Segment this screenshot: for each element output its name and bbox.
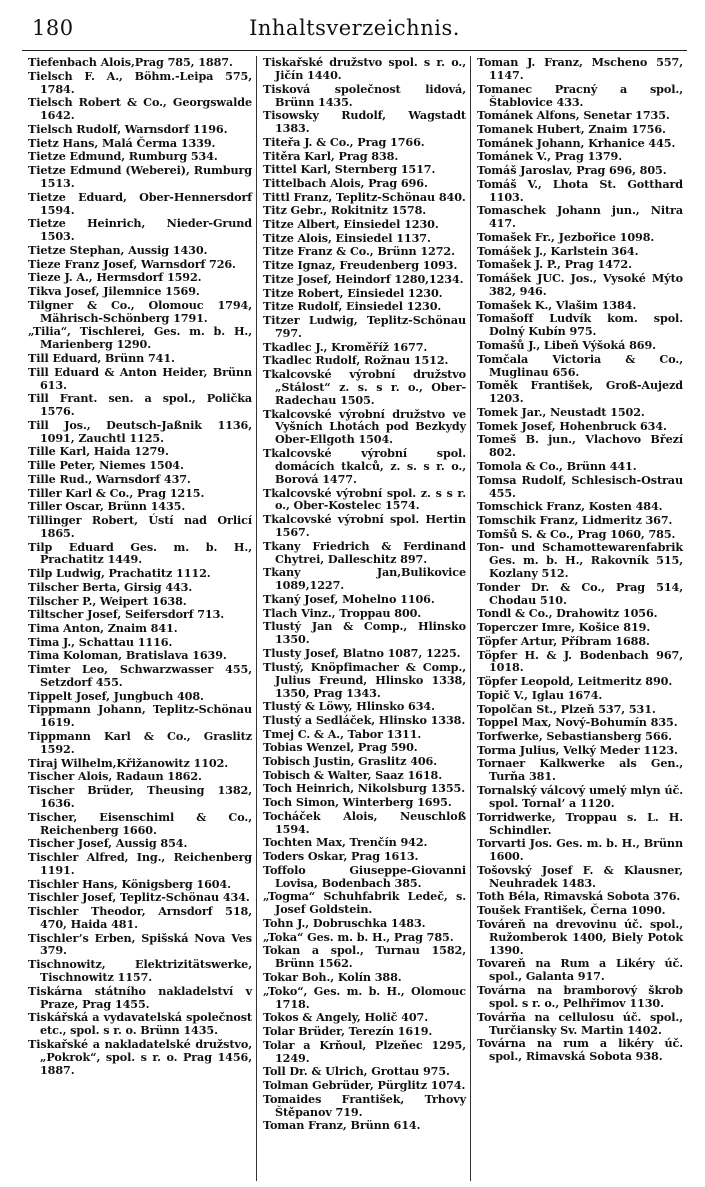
index-entry: Tittl Franz, Teplitz-Schönau 840. bbox=[263, 189, 466, 204]
index-entry: Toll Dr. & Ulrich, Grottau 975. bbox=[263, 1064, 450, 1079]
page-title: Inhaltsverzeichnis. bbox=[249, 16, 460, 40]
index-entry: Titze Josef, Heindorf 1280,1234. bbox=[263, 271, 464, 286]
index-entry: „Toko“, Ges. m. b. H., Olomouc 1718. bbox=[263, 983, 466, 1011]
index-entry: Titz Gebr., Rokitnitz 1578. bbox=[263, 203, 427, 218]
index-entry: Tomsa Rudolf, Schlesisch-Ostrau 455. bbox=[477, 472, 683, 500]
index-entry: Torvarti Jos. Ges. m. b. H., Brünn 1600. bbox=[477, 836, 683, 864]
header-rule bbox=[22, 50, 687, 51]
index-entry: Tilgner & Co., Olomouc 1794, Mährisch-Schönberg 1791. bbox=[28, 297, 252, 325]
index-entry: Torma Julius, Velký Meder 1123. bbox=[477, 742, 678, 757]
index-entry: Továrna na rum a likéry úč. spol., Rimavská Sobota 938. bbox=[477, 1036, 683, 1064]
index-entry: Tkalcovské výrobní spol. z. s s r. o., Ober-Kostelec 1574. bbox=[263, 485, 466, 513]
index-entry: Tomáš Jaroslav, Prag 696, 805. bbox=[477, 163, 667, 178]
index-entry: Titze Rudolf, Einsiedel 1230. bbox=[263, 299, 442, 314]
column-2 bbox=[256, 56, 470, 1181]
index-entry: Tkadlec J., Kroměříž 1677. bbox=[263, 339, 428, 354]
index-entry: Tischler Hans, Königsberg 1604. bbox=[28, 876, 231, 891]
index-entry: Tietze Eduard, Ober-Hennersdorf 1594. bbox=[28, 189, 252, 217]
index-entry: Tkalcovské výrobní spol. domácích tkalců, z. s. s r. o., Borová 1477. bbox=[263, 446, 466, 486]
index-entry: Tietze Stephan, Aussig 1430. bbox=[28, 242, 208, 257]
index-entry: Tischler Theodor, Arnsdorf 518, 470, Haida 481. bbox=[28, 903, 252, 931]
index-entry: Tocháček Alois, Neuschloß 1594. bbox=[263, 808, 466, 836]
index-entry: Titze Franz & Co., Brünn 1272. bbox=[263, 244, 455, 259]
index-entry: Titěra Karl, Prag 838. bbox=[263, 148, 399, 163]
index-entry: Tomáš V., Lhota St. Gotthard 1103. bbox=[477, 176, 683, 204]
index-entry: Tiskařské a nakladatelské družstvo, „Pokrok“, spol. s r. o. Prag 1456, 1887. bbox=[28, 1037, 252, 1077]
index-entry: Tippmann Johann, Teplitz-Schönau 1619. bbox=[28, 702, 252, 730]
index-entry: Tieze J. A., Hermsdorf 1592. bbox=[28, 270, 202, 285]
index-entry: Tobias Wenzel, Prag 590. bbox=[263, 740, 418, 755]
index-entry: Tilp Ludwig, Prachatitz 1112. bbox=[28, 566, 211, 581]
index-entry: Tiller Karl & Co., Prag 1215. bbox=[28, 485, 205, 500]
index-entry: Tiraj Wilhelm,Křižanowitz 1102. bbox=[28, 755, 229, 770]
index-entry: Tielsch Rudolf, Warnsdorf 1196. bbox=[28, 121, 228, 136]
index-entry: „Tilia“, Tischlerei, Ges. m. b. H., Marienberg 1290. bbox=[28, 324, 252, 352]
index-entry: Toffolo Giuseppe-Giovanni Lovisa, Bodenbach 385. bbox=[263, 862, 466, 890]
index-entry: Továrňa na cellulosu úč. spol., Turčiansky Sv. Martin 1402. bbox=[477, 1009, 683, 1037]
page-number: 180 bbox=[32, 16, 74, 40]
index-entry: Tischer, Eisenschiml & Co., Reichenberg 1660. bbox=[28, 809, 252, 837]
index-entry: Toppel Max, Nový-Bohumín 835. bbox=[477, 715, 678, 730]
index-entry: Tkany Friedrich & Ferdinand Chytrei, Dalleschitz 897. bbox=[263, 538, 466, 566]
page-header bbox=[22, 8, 687, 44]
index-entry: Tippmann Karl & Co., Graslitz 1592. bbox=[28, 729, 252, 756]
index-entry: Tomanek Hubert, Znaim 1756. bbox=[477, 121, 666, 136]
index-entry: Tielsch F. A., Böhm.-Leipa 575, 1784. bbox=[28, 68, 252, 96]
index-entry: Tippelt Josef, Jungbuch 408. bbox=[28, 688, 204, 703]
index-entry: Till Jos., Deutsch-Jaßnik 1136, 1091, Zauchtl 1125. bbox=[28, 417, 252, 445]
index-entry: Tokar Boh., Kolín 388. bbox=[263, 970, 402, 985]
index-entry: Tiller Oscar, Brünn 1435. bbox=[28, 499, 186, 514]
index-entry: Tománek Alfons, Senetar 1735. bbox=[477, 108, 670, 123]
index-entry: Timter Leo, Schwarzwasser 455, Setzdorf 455. bbox=[28, 662, 252, 689]
index-entry: Tietz Hans, Malá Čerma 1339. bbox=[28, 135, 216, 150]
index-entry: Toperczer Imre, Košice 819. bbox=[477, 620, 651, 635]
index-entry: Tlustý Jan & Comp., Hlinsko 1350. bbox=[263, 619, 466, 647]
index-entry: Tokos & Angely, Holič 407. bbox=[263, 1010, 429, 1025]
index-columns bbox=[22, 56, 687, 1181]
index-entry: Tischnowitz, Elektrizitätswerke, Tischnowitz 1157. bbox=[28, 957, 252, 985]
index-entry: Tobisch Justin, Graslitz 406. bbox=[263, 754, 438, 769]
index-entry: Tischer Josef, Aussig 854. bbox=[28, 836, 188, 851]
index-entry: Tkalcovské výrobní družstvo „Stálost“ z. s. s r. o., Ober-Radechau 1505. bbox=[263, 366, 466, 407]
index-entry: Tomašek J. P., Prag 1472. bbox=[477, 257, 632, 272]
index-entry: Tittel Karl, Sternberg 1517. bbox=[263, 162, 436, 177]
index-entry: Toman J. Franz, Mscheno 557, 1147. bbox=[477, 56, 683, 82]
index-entry: Tomaschek Johann jun., Nitra 417. bbox=[477, 203, 683, 231]
index-entry: Töpfer Leopold, Leitmeritz 890. bbox=[477, 674, 673, 689]
index-entry: Tobisch & Walter, Saaz 1618. bbox=[263, 767, 443, 782]
index-entry: Tlusty Josef, Blatno 1087, 1225. bbox=[263, 645, 461, 660]
index-entry: Tochten Max, Trenčín 942. bbox=[263, 835, 428, 850]
index-entry: Topolčan St., Plzeň 537, 531. bbox=[477, 701, 656, 716]
index-entry: Tošovský Josef F. & Klausner, Neuhradek 1483. bbox=[477, 862, 683, 890]
index-entry: Till Eduard & Anton Heider, Brünn 613. bbox=[28, 364, 252, 392]
index-entry: Tomašek K., Vlašim 1384. bbox=[477, 297, 637, 312]
index-entry: Till Frant. sen. a spol., Polička 1576. bbox=[28, 391, 252, 419]
index-entry: Tomek Jar., Neustadt 1502. bbox=[477, 404, 645, 419]
index-entry: Tomšů S. & Co., Prag 1060, 785. bbox=[477, 526, 676, 541]
index-entry: Titeřa J. & Co., Prag 1766. bbox=[263, 134, 425, 149]
index-entry: Tkaný Josef, Mohelno 1106. bbox=[263, 591, 435, 606]
index-entry: Tietze Edmund (Weberei), Rumburg 1513. bbox=[28, 163, 252, 190]
index-entry: Tima Koloman, Bratislava 1639. bbox=[28, 648, 227, 663]
index-entry: Tondl & Co., Drahowitz 1056. bbox=[477, 606, 658, 621]
index-entry: Titzer Ludwig, Teplitz-Schönau 797. bbox=[263, 312, 466, 340]
index-entry: Tisková společnost lidová, Brünn 1435. bbox=[263, 81, 466, 109]
index-entry: Titze Alois, Einsiedel 1137. bbox=[263, 230, 431, 245]
index-entry: Tornalský válcový umelý mlyn úč. spol. Tornal’ a 1120. bbox=[477, 783, 683, 810]
index-entry: Tille Peter, Niemes 1504. bbox=[28, 458, 184, 473]
index-entry: Tomčala Victoria & Co., Muglinau 656. bbox=[477, 351, 683, 379]
index-entry: Tománek Johann, Krhanice 445. bbox=[477, 135, 676, 150]
index-entry: Tischer Alois, Radaun 1862. bbox=[28, 769, 202, 784]
index-entry: Toměk František, Groß-Aujezd 1203. bbox=[477, 378, 683, 406]
index-entry: Továrna na bramborový škrob spol. s r. o., Pelhřimov 1130. bbox=[477, 982, 683, 1010]
index-entry: Tiskařské družstvo spol. s r. o., Jičín 1440. bbox=[263, 56, 466, 82]
column-3 bbox=[470, 56, 687, 1181]
index-entry: Tischler Josef, Teplitz-Schönau 434. bbox=[28, 890, 250, 905]
index-entry: Toch Heinrich, Nikolsburg 1355. bbox=[263, 781, 466, 796]
index-entry: Tischer Brüder, Theusing 1382, 1636. bbox=[28, 783, 252, 810]
index-entry: Tokan a spol., Turnau 1582, Brünn 1562. bbox=[263, 943, 466, 971]
index-entry: Tomek Josef, Hohenbruck 634. bbox=[477, 418, 667, 433]
index-entry: Tomašoff Ludvík kom. spol. Dolný Kubín 975. bbox=[477, 311, 683, 339]
index-entry: Továreň na drevovinu úč. spol., Ružomberok 1400, Biely Potok 1390. bbox=[477, 916, 683, 957]
index-entry: Tlustý, Knöpfimacher & Comp., Julius Freund, Hlinsko 1338, 1350, Prag 1343. bbox=[263, 659, 466, 700]
index-entry: Tietze Edmund, Rumburg 534. bbox=[28, 149, 218, 164]
index-entry: Tmej C. & A., Tabor 1311. bbox=[263, 726, 422, 741]
index-entry: Tkalcovské výrobní družstvo ve Vyšních Lhotách pod Bezkydy Ober-Ellgoth 1504. bbox=[263, 406, 466, 447]
index-entry: „Togma“ Schuhfabrik Ledeč, s. Josef Goldstein. bbox=[263, 889, 466, 917]
index-entry: Tikva Josef, Jilemnice 1569. bbox=[28, 283, 200, 298]
index-entry: Ton- und Schamottewarenfabrik Ges. m. b. H., Rakovník 515, Kozlany 512. bbox=[477, 540, 683, 581]
index-entry: Tomanec Pracný a spol., Štablovice 433. bbox=[477, 81, 683, 109]
index-entry: Tornaer Kalkwerke als Gen., Turňa 381. bbox=[477, 756, 683, 784]
index-entry: Toth Béla, Rimavská Sobota 376. bbox=[477, 889, 681, 904]
index-entry: Tkalcovské výrobní spol. Hertin 1567. bbox=[263, 512, 466, 540]
index-entry: Tiefenbach Alois,Prag 785, 1887. bbox=[28, 56, 233, 69]
index-entry: Tischler Alfred, Ing., Reichenberg 1191. bbox=[28, 849, 252, 877]
index-entry: Titze Ignaz, Freudenberg 1093. bbox=[263, 258, 458, 273]
index-entry: Toch Simon, Winterberg 1695. bbox=[263, 795, 452, 810]
index-entry: Till Eduard, Brünn 741. bbox=[28, 350, 175, 365]
index-entry: Tolman Gebrüder, Pürglitz 1074. bbox=[263, 1078, 466, 1093]
index-entry: Tiltscher Josef, Seifersdorf 713. bbox=[28, 607, 225, 622]
index-entry: Töpfer Artur, Příbram 1688. bbox=[477, 633, 650, 648]
index-entry: Torridwerke, Troppau s. L. H. Schindler. bbox=[477, 809, 683, 837]
index-entry: Tillinger Robert, Ústí nad Orlicí 1865. bbox=[28, 512, 252, 540]
index-entry: Tielsch Robert & Co., Georgswalde 1642. bbox=[28, 95, 252, 123]
index-entry: Tovareň na Rum a Likéry úč. spol., Galanta 917. bbox=[477, 956, 683, 984]
index-entry: Tieze Franz Josef, Warnsdorf 726. bbox=[28, 256, 236, 271]
index-entry: Titze Robert, Einsiedel 1230. bbox=[263, 285, 443, 300]
index-entry: Tomášek J., Karlstein 364. bbox=[477, 243, 639, 258]
index-entry: Tkadlec Rudolf, Rožnau 1512. bbox=[263, 353, 449, 368]
index-entry: Tima Anton, Znaim 841. bbox=[28, 620, 178, 635]
index-entry: Toušek František, Černa 1090. bbox=[477, 903, 666, 918]
index-entry: Tomaides František, Trhovy Štěpanov 719. bbox=[263, 1091, 466, 1119]
index-entry: Tille Rud., Warnsdorf 437. bbox=[28, 471, 191, 486]
index-entry: Tonder Dr. & Co., Prag 514, Chodau 510. bbox=[477, 579, 683, 607]
index-entry: Toders Oskar, Prag 1613. bbox=[263, 849, 419, 864]
index-entry: Tomašek Fr., Jezbořice 1098. bbox=[477, 229, 655, 244]
index-entry: Tománek V., Prag 1379. bbox=[477, 149, 622, 164]
index-entry: Tiskářská a vydavatelská společnost etc., spol. s r. o. Brünn 1435. bbox=[28, 1010, 252, 1038]
index-entry: Torfwerke, Sebastiansberg 566. bbox=[477, 729, 672, 743]
index-entry: Tischler’s Erben, Spišská Nova Ves 379. bbox=[28, 930, 252, 958]
index-entry: Topič V., Iglau 1674. bbox=[477, 687, 603, 702]
index-entry: Tima J., Schattau 1116. bbox=[28, 634, 173, 649]
index-entry: Tille Karl, Haida 1279. bbox=[28, 444, 169, 459]
index-entry: Tilscher Berta, Girsig 443. bbox=[28, 579, 193, 594]
index-entry: Tisowsky Rudolf, Wagstadt 1383. bbox=[263, 108, 466, 136]
index-entry: „Toka“ Ges. m. b. H., Prag 785. bbox=[263, 929, 454, 944]
index-entry: Tlustý & Löwy, Hlinsko 634. bbox=[263, 699, 435, 714]
index-entry: Tilscher P., Weipert 1638. bbox=[28, 593, 187, 608]
index-entry: Tohn J., Dobruschka 1483. bbox=[263, 916, 426, 931]
index-entry: Tittelbach Alois, Prag 696. bbox=[263, 175, 428, 190]
index-entry: Töpfer H. & J. Bodenbach 967, 1018. bbox=[477, 647, 683, 675]
index-entry: Tomola & Co., Brünn 441. bbox=[477, 458, 637, 473]
index-entry: Titze Albert, Einsiedel 1230. bbox=[263, 217, 439, 232]
index-entry: Tomašů J., Libeň Výšoká 869. bbox=[477, 337, 656, 352]
index-entry: Tietze Heinrich, Nieder-Grund 1503. bbox=[28, 216, 252, 244]
index-entry: Tomschik Franz, Lidmeritz 367. bbox=[477, 512, 673, 527]
index-entry: Tilp Eduard Ges. m. b. H., Prachatitz 1449. bbox=[28, 539, 252, 567]
index-entry: Tomášek JUC. Jos., Vysoké Mýto 382, 946. bbox=[477, 271, 683, 298]
index-entry: Tiskárna státního nakladelství v Praze, Prag 1455. bbox=[28, 983, 252, 1011]
index-entry: Tlach Vinz., Troppau 800. bbox=[263, 605, 422, 620]
index-entry: Tlustý a Sedláček, Hlinsko 1338. bbox=[263, 712, 466, 727]
column-1 bbox=[22, 56, 256, 1181]
index-entry: Tomeš B. jun., Vlachovo Březí 802. bbox=[477, 432, 683, 460]
index-entry: Tomschick Franz, Kosten 484. bbox=[477, 499, 663, 514]
index-entry: Tolar a Krňoul, Plzeňec 1295, 1249. bbox=[263, 1037, 466, 1065]
index-entry: Tolar Brüder, Terezín 1619. bbox=[263, 1024, 433, 1039]
index-entry: Tkany Jan,Bulikovice 1089,1227. bbox=[263, 565, 466, 593]
index-entry: Toman Franz, Brünn 614. bbox=[263, 1118, 421, 1133]
